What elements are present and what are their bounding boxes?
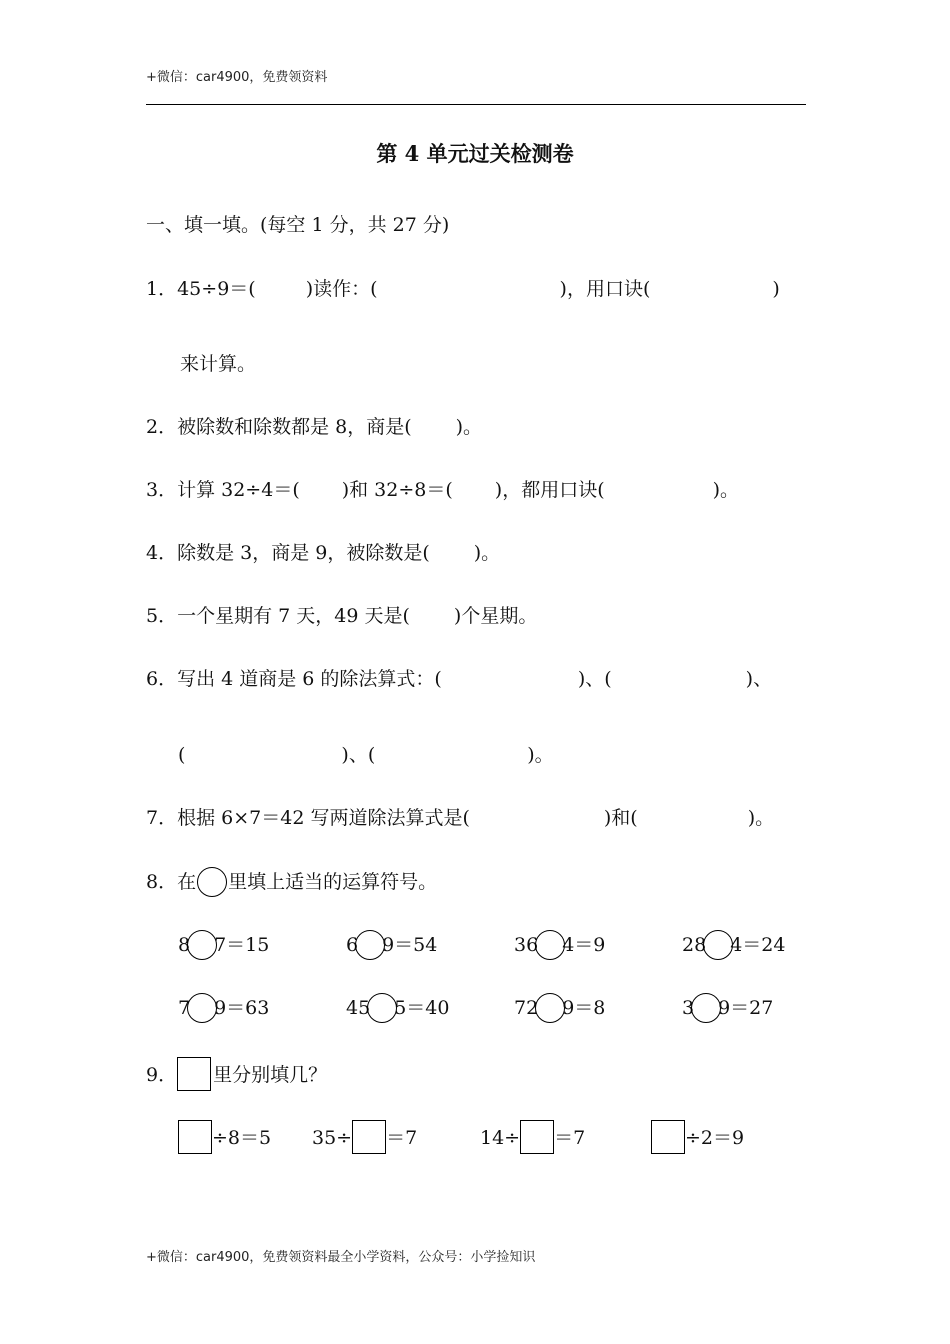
q8-item-left: 8	[178, 934, 191, 956]
q8-operator-circle[interactable]	[187, 993, 217, 1023]
q8-item-1	[178, 930, 269, 960]
q7-part2: )和(	[603, 807, 638, 829]
q9-text: 里分别填几？	[213, 1064, 328, 1086]
q1-continuation: 来计算。	[180, 353, 257, 375]
q8-item-left: 28	[682, 934, 707, 956]
q7-number: 7．	[146, 807, 178, 829]
q5-number: 5．	[146, 605, 178, 627]
q8-item-right: 4＝9	[562, 934, 606, 956]
q8-operator-circle[interactable]	[691, 993, 721, 1023]
q8-text-a: 在	[177, 871, 197, 893]
q3-part4: )。	[712, 479, 740, 501]
q9-item-2	[312, 1120, 417, 1154]
q9-item-3	[480, 1120, 585, 1154]
question-3	[146, 476, 739, 504]
q8-text-b: 里填上适当的运算符号。	[228, 871, 438, 893]
square-icon	[177, 1057, 211, 1091]
q8-operator-circle[interactable]	[355, 930, 385, 960]
q2-text-b: )。	[455, 416, 483, 438]
header-rule	[146, 104, 806, 105]
question-5	[146, 602, 537, 630]
q4-number: 4．	[146, 542, 178, 564]
circle-icon	[197, 867, 227, 897]
q1-number: 1．	[146, 278, 178, 300]
q8-item-right: 4＝24	[730, 934, 786, 956]
q8-item-left: 6	[346, 934, 359, 956]
q6-number: 6．	[146, 668, 178, 690]
q8-item-left: 45	[346, 997, 371, 1019]
q9-item-right: ÷2＝9	[685, 1127, 745, 1149]
question-1	[146, 275, 780, 303]
question-8	[146, 867, 437, 897]
q9-answer-box[interactable]	[352, 1120, 386, 1154]
q8-item-left: 72	[514, 997, 539, 1019]
q8-item-5	[178, 993, 269, 1023]
q6-part5: )、(	[341, 744, 376, 766]
q3-part1: 计算 32÷4＝(	[177, 479, 300, 501]
question-9	[146, 1057, 327, 1091]
q3-number: 3．	[146, 479, 178, 501]
q8-item-2	[346, 930, 437, 960]
q8-operator-circle[interactable]	[187, 930, 217, 960]
header-note: +微信：car4900，免费领资料	[146, 70, 328, 85]
q8-item-left: 3	[682, 997, 695, 1019]
q1-part3: )，用口诀(	[559, 278, 651, 300]
page-title: 第 4 单元过关检测卷	[376, 141, 574, 166]
q9-item-right: ＝7	[386, 1127, 418, 1149]
q8-item-7	[514, 993, 605, 1023]
q8-item-left: 36	[514, 934, 539, 956]
q9-item-1	[178, 1120, 271, 1154]
q1-part2: )读作：(	[305, 278, 378, 300]
q6-part6: )。	[527, 744, 554, 766]
q8-item-left: 7	[178, 997, 191, 1019]
q9-answer-box[interactable]	[520, 1120, 554, 1154]
q8-operator-circle[interactable]	[535, 993, 565, 1023]
q8-item-right: 9＝54	[382, 934, 438, 956]
q2-number: 2．	[146, 416, 178, 438]
q8-item-6	[346, 993, 449, 1023]
q9-number: 9．	[146, 1064, 178, 1086]
q9-item-left: 14÷	[480, 1127, 521, 1149]
question-7	[146, 804, 774, 832]
section-heading: 一、填一填。(每空 1 分，共 27 分)	[146, 214, 450, 236]
q8-operator-circle[interactable]	[535, 930, 565, 960]
q6-part2: )、(	[577, 668, 612, 690]
q8-item-right: 9＝27	[718, 997, 774, 1019]
q5-text-a: 一个星期有 7 天，49 天是(	[177, 605, 410, 627]
q9-answer-box[interactable]	[178, 1120, 212, 1154]
q8-item-4	[682, 930, 785, 960]
question-2	[146, 413, 482, 441]
q9-answer-box[interactable]	[651, 1120, 685, 1154]
q9-item-left: 35÷	[312, 1127, 353, 1149]
q1-part1: 45÷9＝(	[177, 278, 256, 300]
q7-part3: )。	[747, 807, 775, 829]
q8-number: 8．	[146, 871, 178, 893]
q9-item-right: ÷8＝5	[212, 1127, 272, 1149]
q9-item-4	[651, 1120, 744, 1154]
q8-operator-circle[interactable]	[367, 993, 397, 1023]
question-6	[146, 665, 772, 693]
q9-item-right: ＝7	[554, 1127, 586, 1149]
q4-text-b: )。	[473, 542, 501, 564]
q8-operator-circle[interactable]	[703, 930, 733, 960]
q2-text-a: 被除数和除数都是 8，商是(	[177, 416, 412, 438]
q8-item-right: 5＝40	[394, 997, 450, 1019]
q7-part1: 根据 6×7＝42 写两道除法算式是(	[177, 807, 470, 829]
q6-part1: 写出 4 道商是 6 的除法算式：(	[177, 668, 442, 690]
q3-part3: )，都用口诀(	[494, 479, 605, 501]
q3-part2: )和 32÷8＝(	[341, 479, 453, 501]
q8-item-8	[682, 993, 773, 1023]
question-4	[146, 539, 500, 567]
q8-item-right: 7＝15	[214, 934, 270, 956]
q6-part3: )、	[745, 668, 773, 690]
footer-note: +微信：car4900，免费领资料最全小学资料，公众号：小学捡知识	[146, 1250, 536, 1265]
q1-part4: )	[772, 278, 780, 300]
q4-text-a: 除数是 3，商是 9，被除数是(	[177, 542, 430, 564]
q8-item-3	[514, 930, 605, 960]
q6-part4: (	[178, 744, 186, 766]
q8-item-right: 9＝8	[562, 997, 606, 1019]
q8-item-right: 9＝63	[214, 997, 270, 1019]
q6-continuation	[178, 741, 554, 769]
q5-text-b: )个星期。	[453, 605, 538, 627]
